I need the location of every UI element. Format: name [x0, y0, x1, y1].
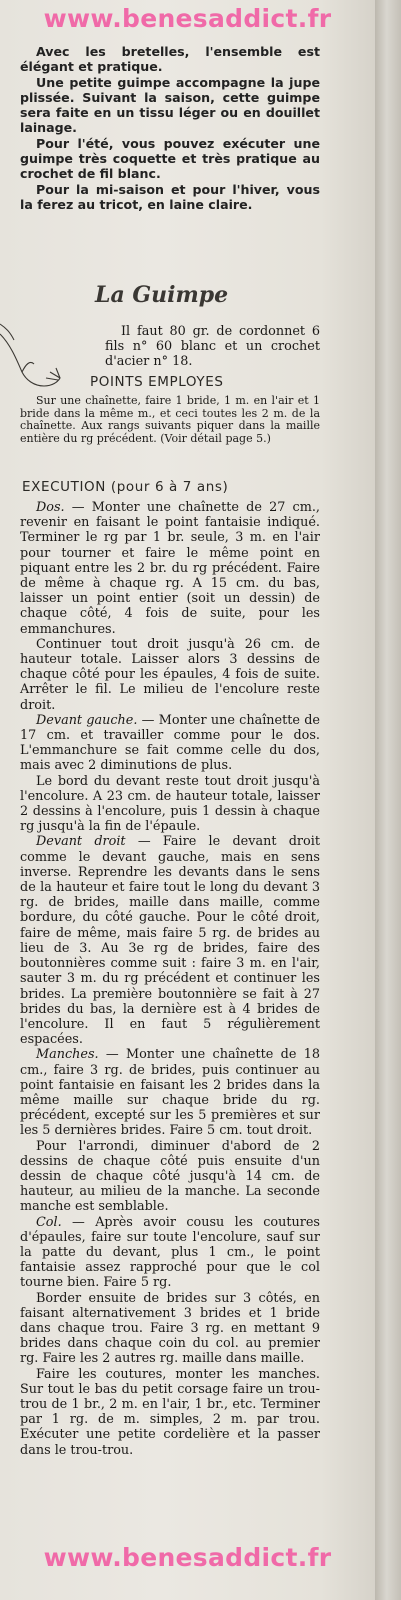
execution-heading: EXECUTION (pour 6 à 7 ans) [22, 479, 229, 495]
col-text-2: Border ensuite de brides sur 3 côtés, en faisant alternativement 3 brides et 1 bride dans chaque trou. Faire 3 rg. en mettant 9 brides dans chaque coin du col. au premier rg. Faire les 2 autres rg. maille dans maille. [20, 1290, 320, 1367]
manches-text-2: Pour l'arrondi, diminuer d'abord de 2 dessins de chaque côté puis ensuite d'un dessin de chaque côté jusqu'à 14 cm. de hauteur, au milieu de la manche. La seconde manche est semblable. [20, 1138, 320, 1215]
dos-text: — Monter une chaînette de 27 cm., revenir en faisant le point fantaisie indiqué. Terminer le rg par 1 br. seule, 3 m. en l'air pour tourner et faire le même point en piquant entre les 2 br. du rg précédent. Faire de même à chaque rg. A 15 cm. du bas, laisser un point entier (soit un dessin) de chaque côté, 4 fois de suite, pour les emmanchures. [20, 500, 320, 637]
intro-paragraph: Pour la mi-saison et pour l'hiver, vous la ferez au tricot, en laine claire. [20, 181, 320, 212]
manches-lead: Manches. [36, 1047, 99, 1063]
dos-lead: Dos. [36, 500, 65, 515]
devant-droit-text: — Faire le devant droit comme le devant gauche, mais en sens inverse. Reprendre les devants dans le sens de la hauteur et faire tout le long du devant 3 rg. de brides, maille dans maille, comme bordure, du côté gauche. Pour le côté droit, faire de même, mais faire 5 rg. de brides au lieu de 3. Au 3e rg de brides, faire des boutonnières comme suit : faire 3 m. en l'air, sauter 3 m. du rg précédent et continuer les brides. La première boutonnière se fait à 27 brides du bas, la dernière est à 4 brides de l'encolure. Il en faut 5 régulièrement espacées. [20, 834, 320, 1048]
manches-text: — Monter une chaînette de 18 cm., faire 3 rg. de brides, puis continuer au point fantaisie en faisant les 2 brides dans la même maille sur chaque bride du rg. précédent, excepté sur les 5 premières et sur les 5 dernières brides. Faire 5 cm. tout droit. [20, 1047, 320, 1139]
intro-paragraph: Une petite guimpe accompagne la jupe plissée. Suivant la saison, cette guimpe sera faite en un tissu léger ou en douillet lainage. [20, 74, 320, 136]
section-title: La Guimpe [95, 282, 229, 308]
materials-block [105, 324, 320, 370]
final-text: Faire les coutures, monter les manches. Sur tout le bas du petit corsage faire un trou-trou de 1 br., 2 m. en l'air, 1 br., etc. Terminer par 1 rg. de m. simples, 2 m. par trou. Exécuter une petite cordelière et la passer dans le trou-trou. [20, 1366, 320, 1458]
execution-block [20, 500, 320, 1458]
col-text: — Après avoir cousu les coutures d'épaules, faire sur toute l'encolure, sauf sur la patte du devant, plus 1 cm., le point fantaisie assez rapproché pour que le col tourne bien. Faire 5 rg. [20, 1214, 320, 1291]
execution-heading-wrap [22, 479, 322, 495]
devant-gauche-text: — Monter une chaînette de 17 cm. et travailler comme pour le dos. L'emmanchure se fait comme celle du dos, mais avec 2 diminutions de plus. [20, 712, 320, 774]
intro-section [20, 44, 320, 212]
watermark-bottom: www.benesaddict.fr [43, 1543, 332, 1572]
hand-illustration-icon [0, 320, 62, 390]
points-block [20, 395, 320, 445]
intro-paragraph: Pour l'été, vous pouvez exécuter une guimpe très coquette et très pratique au crochet de fil blanc. [20, 135, 320, 182]
devant-gauche-text-2: Le bord du devant reste tout droit jusqu'à l'encolure. A 23 cm. de hauteur totale, laisser 2 dessins à l'encolure, puis 1 dessin à chaque rg jusqu'à la fin de l'épaule. [20, 773, 320, 835]
devant-gauche-lead: Devant gauche. [36, 712, 138, 728]
points-text: Sur une chaînette, faire 1 bride, 1 m. en l'air et 1 bride dans la même m., et ceci toutes les 2 m. de la chaînette. Aux rangs suivants piquer dans la maille entière du rg précédent. (Voir détail page 5.) [20, 394, 320, 445]
devant-droit-lead: Devant droit [36, 834, 126, 850]
watermark-top: www.benesaddict.fr [43, 4, 332, 33]
intro-paragraph: Avec les bretelles, l'ensemble est élégant et pratique. [20, 44, 320, 75]
points-heading: POINTS EMPLOYES [90, 374, 224, 390]
materials-text: Il faut 80 gr. de cordonnet 6 fils n° 60 blanc et un crochet d'acier n° 18. [105, 324, 320, 370]
points-heading-wrap [90, 374, 390, 390]
col-lead: Col. [36, 1214, 62, 1230]
page-edge [375, 0, 401, 1600]
dos-text-2: Continuer tout droit jusqu'à 26 cm. de hauteur totale. Laisser alors 3 dessins de chaque côté pour les épaules, 4 fois de suite. Arrêter le fil. Le milieu de l'encolure reste droit. [20, 636, 320, 713]
